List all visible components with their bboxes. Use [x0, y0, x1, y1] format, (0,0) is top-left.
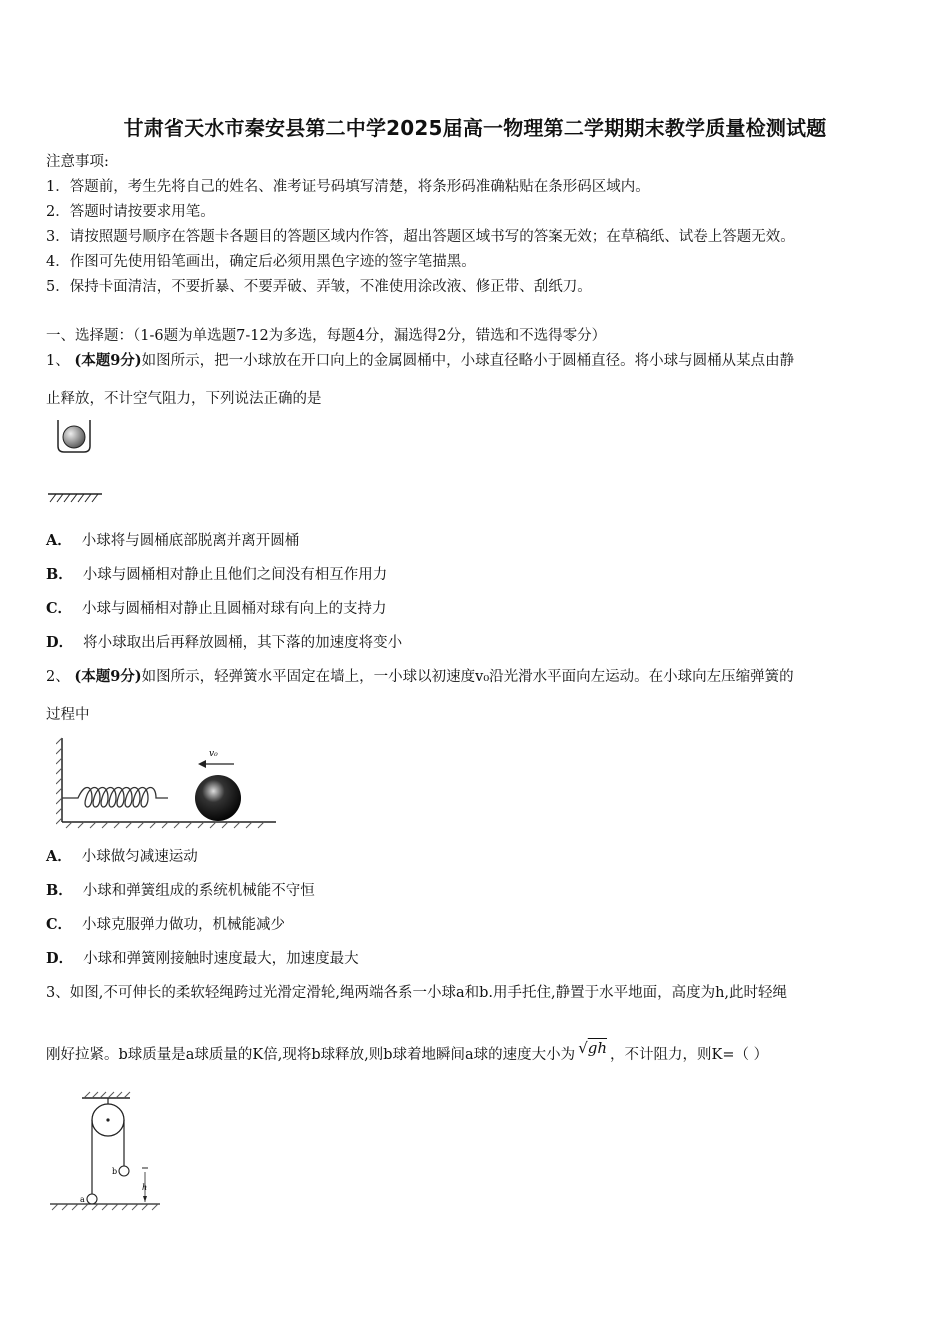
option-a: A． 小球做匀减速运动 — [46, 848, 198, 865]
section-heading: 一、选择题：（1-6题为单选题7-12为多选，每题4分，漏选得2分，错选和不选得零分） — [46, 328, 607, 344]
option-c: C． 小球与圆桶相对静止且圆桶对球有向上的支持力 — [46, 600, 387, 617]
notice-item: 4．作图可先使用铅笔画出，确定后必须用黑色字迹的签字笔描黑。 — [46, 254, 476, 270]
question-text: 如图所示，把一小球放在开口向上的金属圆桶中，小球直径略小于圆桶直径。将小球与圆桶从某点由静 — [141, 353, 795, 369]
question-2-line-2: 过程中 — [46, 707, 90, 723]
ball-b-label: b — [112, 1167, 118, 1176]
option-d: D． 小球和弹簧刚接触时速度最大，加速度最大 — [46, 950, 359, 967]
notice-item: 5．保持卡面清洁，不要折暴、不要弄破、弄皱，不准使用涂改液、修正带、刮纸刀。 — [46, 279, 592, 295]
question-text: 如图所示，轻弹簧水平固定在墙上，一小球以初速度v₀沿光滑水平面向左运动。在小球向左压缩弹簧的 — [141, 669, 794, 685]
question-3-line-2: 刚好拉紧。b球质量是a球质量的K倍,现将b球释放,则b球着地瞬间a球的速度大小为 √gh ，不计阻力，则K=（ ） — [46, 1039, 769, 1063]
sqrt-gh: √gh — [578, 1039, 608, 1057]
bucket-figure — [46, 416, 108, 510]
question-number: 2、 — [46, 669, 70, 685]
question-number: 1、 — [46, 353, 70, 369]
notice-item: 3．请按照题号顺序在答题卡各题目的答题区域内作答，超出答题区域书写的答案无效；在草稿纸、试卷上答题无效。 — [46, 229, 795, 245]
option-b: B． 小球与圆桶相对静止且他们之间没有相互作用力 — [46, 566, 388, 583]
page-title: 甘肃省天水市秦安县第二中学2025届高一物理第二学期期末教学质量检测试题 — [123, 116, 827, 140]
velocity-label: v₀ — [209, 749, 218, 759]
option-b: B． 小球和弹簧组成的系统机械能不守恒 — [46, 882, 315, 899]
question-score: (本题9分) — [74, 668, 142, 685]
notice-item: 1．答题前，考生先将自己的姓名、准考证号码填写清楚，将条形码准确粘贴在条形码区域内。 — [46, 179, 650, 195]
height-label: h — [142, 1183, 148, 1192]
question-1-line-1 — [46, 351, 794, 371]
question-2-line-1 — [46, 667, 794, 687]
question-score: (本题9分) — [74, 352, 142, 369]
option-a: A． 小球将与圆桶底部脱离并离开圆桶 — [46, 532, 300, 549]
ball-a-label: a — [80, 1195, 85, 1204]
notice-heading: 注意事项: — [46, 154, 109, 170]
option-d: D． 将小球取出后再释放圆桶，其下落的加速度将变小 — [46, 634, 403, 651]
option-c: C． 小球克服弹力做功，机械能减少 — [46, 916, 286, 933]
question-3-line-1: 3、如图,不可伸长的柔软轻绳跨过光滑定滑轮,绳两端各系一小球a和b.用手托住,静置于水平地面，高度为h,此时轻绳 — [46, 985, 788, 1001]
pulley-figure — [48, 1090, 164, 1212]
notice-item: 2．答题时请按要求用笔。 — [46, 204, 215, 220]
spring-figure — [56, 734, 278, 830]
question-1-line-2: 止释放，不计空气阻力，下列说法正确的是 — [46, 391, 322, 407]
